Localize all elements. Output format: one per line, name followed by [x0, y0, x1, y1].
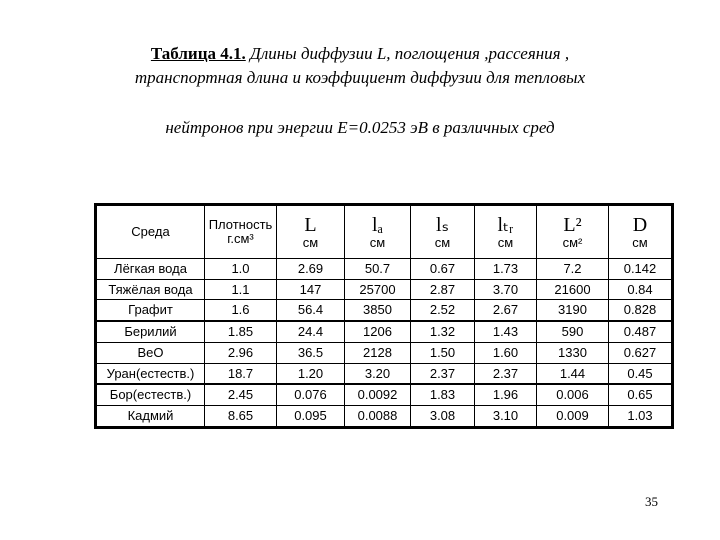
table-body — [97, 259, 672, 427]
value-cell: 0.142 — [609, 259, 672, 280]
value-cell: 25700 — [345, 279, 411, 300]
value-cell: 3.08 — [411, 406, 475, 427]
medium-name-cell: Бор(естеств.) — [97, 384, 205, 405]
value-cell: 0.84 — [609, 279, 672, 300]
value-cell: 0.076 — [277, 384, 345, 405]
page-number: 35 — [645, 494, 658, 509]
value-cell: 1.43 — [475, 321, 537, 342]
table-header-cell — [345, 206, 411, 259]
value-cell: 0.65 — [609, 384, 672, 405]
value-cell: 1.6 — [205, 300, 277, 321]
value-cell: 3.70 — [475, 279, 537, 300]
value-cell: 1.44 — [537, 363, 609, 384]
value-cell: 0.487 — [609, 321, 672, 342]
table-caption-label: Таблица 4.1. — [150, 44, 246, 63]
medium-name-cell: Лёгкая вода — [97, 259, 205, 280]
value-cell: 3.10 — [475, 406, 537, 427]
value-cell: 1.03 — [609, 406, 672, 427]
header-label: L² — [563, 214, 582, 236]
table-row — [97, 321, 672, 342]
value-cell: 1.32 — [411, 321, 475, 342]
value-cell: 1.50 — [411, 342, 475, 363]
value-cell: 0.627 — [609, 342, 672, 363]
header-label: D — [632, 214, 648, 236]
value-cell: 21600 — [537, 279, 609, 300]
value-cell: 2.67 — [475, 300, 537, 321]
slide-title — [40, 42, 680, 90]
table-header-cell — [97, 206, 205, 259]
value-cell: 2.37 — [411, 363, 475, 384]
table-row — [97, 363, 672, 384]
value-cell: 24.4 — [277, 321, 345, 342]
value-cell: 1.60 — [475, 342, 537, 363]
header-label: lₐ — [371, 214, 384, 236]
medium-name-cell: BeO — [97, 342, 205, 363]
value-cell: 2.52 — [411, 300, 475, 321]
value-cell: 2.69 — [277, 259, 345, 280]
value-cell: 0.0088 — [345, 406, 411, 427]
table-header-cell — [205, 206, 277, 259]
value-cell: 2.87 — [411, 279, 475, 300]
value-cell: 590 — [537, 321, 609, 342]
table-header-cell — [475, 206, 537, 259]
header-unit: см — [497, 235, 514, 250]
table-row — [97, 300, 672, 321]
value-cell: 1.73 — [475, 259, 537, 280]
header-unit: г.см³ — [227, 231, 254, 246]
header-label: L — [304, 214, 317, 236]
value-cell: 50.7 — [345, 259, 411, 280]
value-cell: 36.5 — [277, 342, 345, 363]
header-unit: см — [369, 235, 386, 250]
value-cell: 2.37 — [475, 363, 537, 384]
value-cell: 18.7 — [205, 363, 277, 384]
table-header-cell — [277, 206, 345, 259]
table-header-row — [97, 206, 672, 259]
table-row — [97, 406, 672, 427]
value-cell: 3850 — [345, 300, 411, 321]
value-cell: 1.85 — [205, 321, 277, 342]
table-row — [97, 279, 672, 300]
value-cell: 2.96 — [205, 342, 277, 363]
header-label: Среда — [131, 224, 170, 239]
table-header-cell — [537, 206, 609, 259]
header-label: lₛ — [435, 214, 450, 236]
value-cell: 0.45 — [609, 363, 672, 384]
value-cell: 1.0 — [205, 259, 277, 280]
value-cell: 0.828 — [609, 300, 672, 321]
header-unit: см — [632, 235, 648, 250]
medium-name-cell: Тяжёлая вода — [97, 279, 205, 300]
table-row — [97, 342, 672, 363]
value-cell: 3190 — [537, 300, 609, 321]
value-cell: 0.67 — [411, 259, 475, 280]
table-row — [97, 384, 672, 405]
value-cell: 0.006 — [537, 384, 609, 405]
table-header-cell — [609, 206, 672, 259]
value-cell: 1.1 — [205, 279, 277, 300]
value-cell: 1.96 — [475, 384, 537, 405]
value-cell: 0.009 — [537, 406, 609, 427]
data-table — [96, 205, 672, 427]
value-cell: 2.45 — [205, 384, 277, 405]
header-label: lₜᵣ — [497, 214, 514, 236]
value-cell: 1330 — [537, 342, 609, 363]
table-row — [97, 259, 672, 280]
header-unit: см² — [562, 235, 583, 250]
value-cell: 3.20 — [345, 363, 411, 384]
header-label: Плотность — [208, 217, 273, 232]
table-caption-line2: транспортная длина и коэффициент диффузии для тепловых — [134, 68, 586, 87]
table-caption-line3: нейтронов при энергии E=0.0253 эВ в различных сред — [165, 118, 555, 137]
medium-name-cell: Кадмий — [97, 406, 205, 427]
header-unit: см — [434, 235, 451, 250]
value-cell: 0.0092 — [345, 384, 411, 405]
diffusion-table — [94, 203, 674, 429]
value-cell: 56.4 — [277, 300, 345, 321]
value-cell: 7.2 — [537, 259, 609, 280]
value-cell: 1.20 — [277, 363, 345, 384]
table-header-cell — [411, 206, 475, 259]
medium-name-cell: Берилий — [97, 321, 205, 342]
value-cell: 2128 — [345, 342, 411, 363]
value-cell: 0.095 — [277, 406, 345, 427]
value-cell: 8.65 — [205, 406, 277, 427]
header-unit: см — [302, 235, 319, 250]
table-caption-text: Длины диффузии L, поглощения ,рассеяния , — [245, 44, 570, 63]
medium-name-cell: Уран(естеств.) — [97, 363, 205, 384]
value-cell: 1.83 — [411, 384, 475, 405]
value-cell: 1206 — [345, 321, 411, 342]
value-cell: 147 — [277, 279, 345, 300]
medium-name-cell: Графит — [97, 300, 205, 321]
